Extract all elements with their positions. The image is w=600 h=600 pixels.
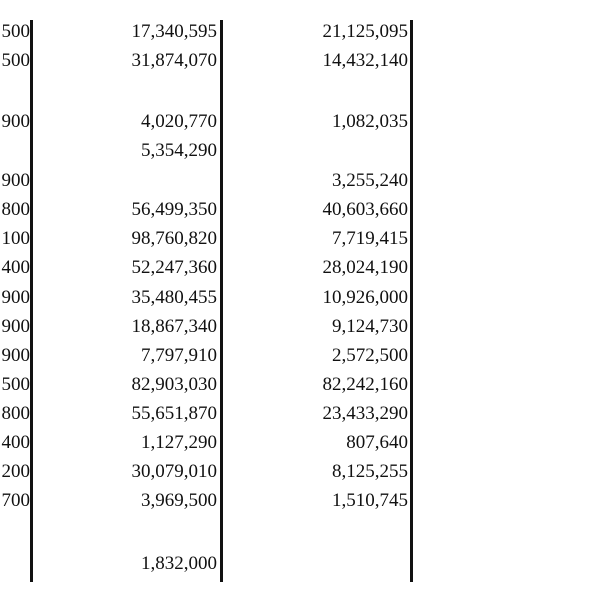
table-cell: 10,926,000	[322, 287, 408, 308]
table-cell: 52,247,360	[131, 257, 217, 278]
table-cell: 55,651,870	[131, 403, 217, 424]
table-cell: 35,480,455	[131, 287, 217, 308]
table-cell: 900	[1, 170, 30, 191]
table-cell: 800	[1, 199, 30, 220]
table-cell: 7,719,415	[332, 228, 408, 249]
table-cell: 1,510,745	[332, 490, 408, 511]
table-cell: 98,760,820	[131, 228, 217, 249]
table-cell: 900	[1, 287, 30, 308]
column-divider	[30, 20, 33, 582]
table-cell: 30,079,010	[131, 461, 217, 482]
table-cell: 14,432,140	[322, 50, 408, 71]
table-cell: 500	[1, 50, 30, 71]
table-cell: 18,867,340	[131, 316, 217, 337]
table-cell: 9,124,730	[332, 316, 408, 337]
table-cell	[0, 550, 30, 578]
table-cell: 400	[1, 257, 30, 278]
table-cell: 807,640	[346, 432, 408, 453]
table-cell: 17,340,595	[131, 21, 217, 42]
table-cell: 200	[1, 461, 30, 482]
table-cell	[250, 550, 408, 578]
table-cell: 900	[1, 111, 30, 132]
table-cell: 82,903,030	[131, 374, 217, 395]
table-cell: 40,603,660	[322, 199, 408, 220]
table-cell	[250, 137, 408, 165]
table-cell: 1,127,290	[141, 432, 217, 453]
table-cell	[60, 76, 217, 104]
table-cell: 700	[1, 490, 30, 511]
table-cell: 1,082,035	[332, 111, 408, 132]
table-cell: 3,255,240	[332, 170, 408, 191]
table-cell	[60, 167, 217, 195]
table-cell: 900	[1, 345, 30, 366]
column-divider	[410, 20, 413, 582]
table-cell: 400	[1, 432, 30, 453]
table-cell: 4,020,770	[141, 111, 217, 132]
table-cell	[60, 516, 217, 544]
table-cell: 500	[1, 21, 30, 42]
table-cell: 5,354,290	[141, 140, 217, 161]
table-cell: 21,125,095	[322, 21, 408, 42]
table-cell: 800	[1, 403, 30, 424]
table-cell: 23,433,290	[322, 403, 408, 424]
table-cell: 8,125,255	[332, 461, 408, 482]
table-cell	[250, 76, 408, 104]
column-divider	[220, 20, 223, 582]
table-cell: 1,832,000	[141, 553, 217, 574]
table-cell: 82,242,160	[322, 374, 408, 395]
table-cell: 56,499,350	[131, 199, 217, 220]
table-cell	[0, 516, 30, 544]
table-cell	[0, 137, 30, 165]
table-cell: 900	[1, 316, 30, 337]
table-cell: 500	[1, 374, 30, 395]
table-cell: 31,874,070	[131, 50, 217, 71]
table-cell	[0, 76, 30, 104]
table-cell: 7,797,910	[141, 345, 217, 366]
table-cell: 2,572,500	[332, 345, 408, 366]
table-cell	[250, 516, 408, 544]
table-cell: 3,969,500	[141, 490, 217, 511]
table-cell: 28,024,190	[322, 257, 408, 278]
table-cell: 100	[1, 228, 30, 249]
